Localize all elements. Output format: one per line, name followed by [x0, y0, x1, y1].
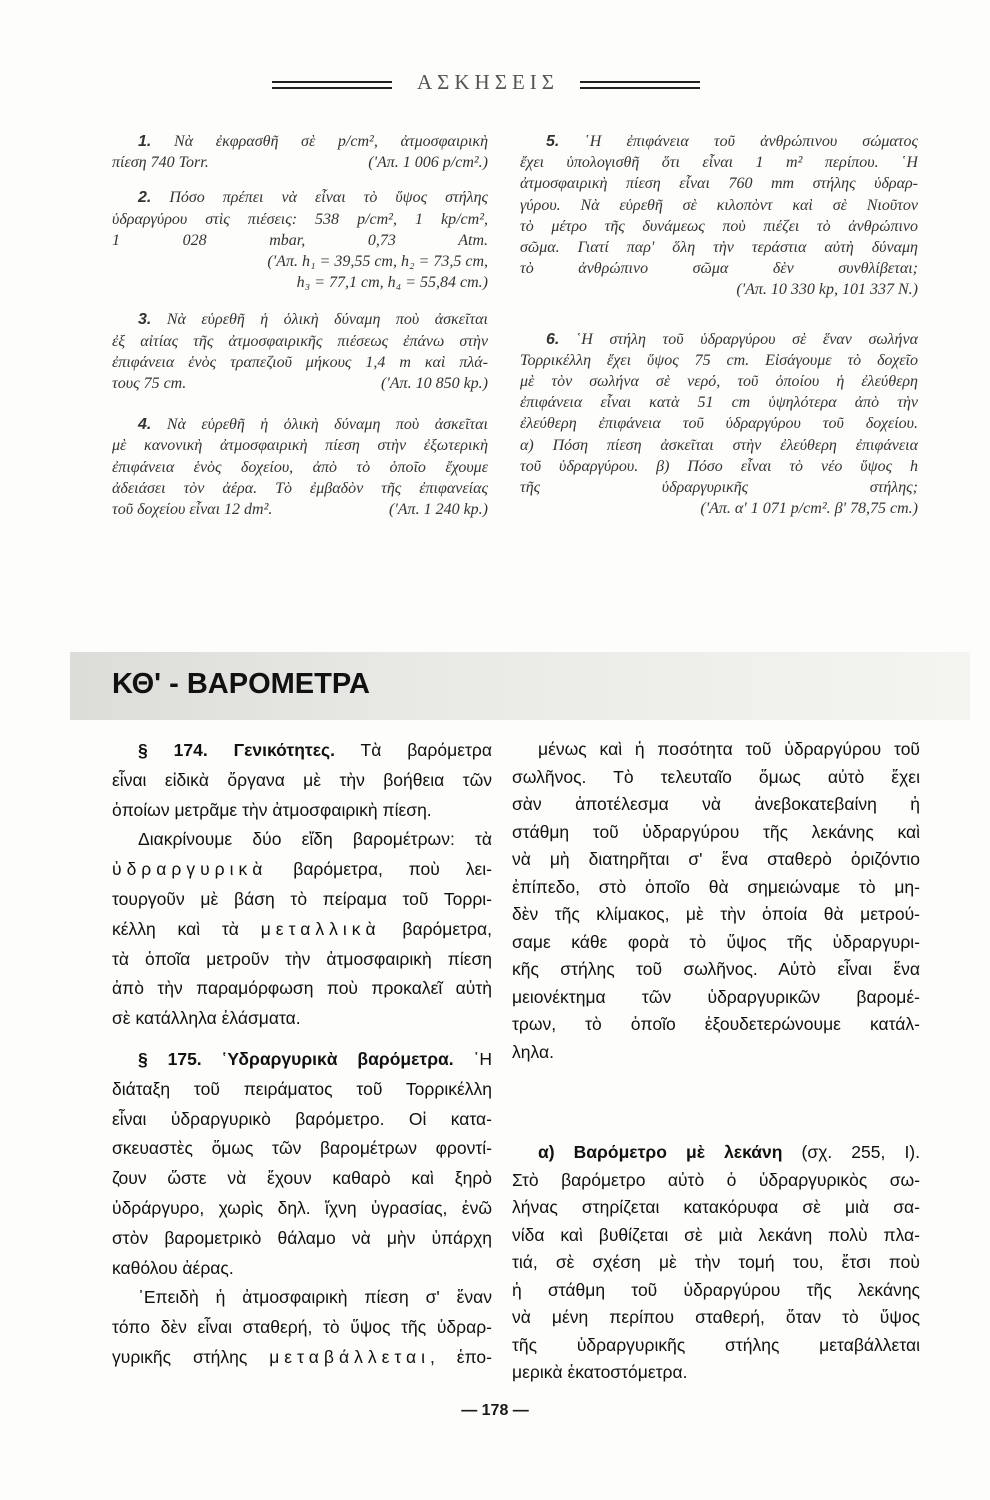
- bold-label: α) Βαρόμετρο μὲ λεκάνη: [538, 1142, 783, 1162]
- paragraph: [112, 1045, 492, 1283]
- text-run: Τὰ βαρόμετρα: [334, 740, 492, 760]
- text-run: σὲ κατάλληλα ἐλάσματα.: [112, 1008, 301, 1029]
- text-line: [520, 195, 918, 216]
- text-line: [520, 279, 918, 300]
- paragraph: [520, 329, 918, 520]
- text-run: Διακρίνουμε δύο εἴδη βαρομέτρων: τὰ: [138, 829, 492, 850]
- text-line: [112, 1224, 492, 1254]
- text-line: [520, 435, 918, 456]
- text-line: [512, 1304, 920, 1332]
- text-line: [520, 413, 918, 434]
- text-run: σῶμα. Γιατί παρ' ὅλη τὴν τεράστια αὐτὴ δύναμη: [520, 239, 918, 257]
- text-line: [112, 131, 488, 152]
- text-run: 1 028 mbar, 0,73 Atm.: [112, 231, 488, 249]
- text-line: [112, 1045, 492, 1075]
- text-line: [520, 258, 918, 279]
- text-line: [112, 1254, 492, 1284]
- text-line: [112, 478, 488, 499]
- text-line: [512, 1194, 920, 1222]
- text-run: γυρικῆς στήλης: [112, 1346, 270, 1367]
- text-run: ἡ στάθμη τοῦ ὑδραργύρου τῆς λεκάνης: [512, 1279, 920, 1300]
- text-line: [112, 499, 488, 520]
- text-line: [112, 825, 492, 855]
- text-line: [112, 251, 488, 272]
- text-line: [520, 216, 918, 237]
- text-run: ῾Η: [453, 1048, 492, 1069]
- text-run: τρων, τὸ ὁποῖο ἐξουδετερώνουμε κατάλ-: [512, 1014, 920, 1034]
- text-line: [112, 1194, 492, 1224]
- text-line: [520, 173, 918, 194]
- text-run: (σχ. 255, Ι).: [782, 1142, 920, 1162]
- text-line: [520, 498, 918, 519]
- text-run: βαρόμετρα, ποὺ λει-: [267, 859, 492, 880]
- paragraph: [112, 1283, 492, 1372]
- text-line: [112, 796, 492, 826]
- text-line: [112, 414, 488, 435]
- text-line: [112, 272, 488, 293]
- text-line: [112, 373, 488, 394]
- text-line: [112, 1343, 492, 1373]
- line-text: πίεση 740 Torr.: [112, 154, 209, 172]
- text-line: [512, 1011, 920, 1039]
- text-run: κῆς στήλης τοῦ σωλῆνος. Αὐτὸ εἶναι ἕνα: [512, 959, 920, 979]
- text-run: ληλα.: [512, 1041, 554, 1062]
- text-run: ῾Η στήλη τοῦ ὑδραργύρου σὲ ἕναν σωλήνα: [559, 330, 918, 348]
- text-line: [512, 736, 920, 764]
- paragraph: [512, 1139, 920, 1387]
- text-line: [512, 1249, 920, 1277]
- bold-label: § 175. ῾Υδραργυρικὰ βαρόμετρα.: [138, 1048, 454, 1069]
- paragraph: [112, 131, 488, 173]
- text-run: Νὰ εὑρεθῆ ἡ ὁλικὴ δύναμη ποὺ ἀσκεῖται: [151, 416, 488, 434]
- text-run: τοῦ ὑδραργύρου. β) Πόσο εἶναι τὸ νέο ὕψος h: [520, 457, 918, 475]
- text-run: τὸ μέτρο τῆς δυνάμεως ποὺ πιέζει τὸ ἀνθρώπινο: [520, 217, 918, 235]
- line-text: τοῦ δοχείου εἶναι 12 dm².: [112, 501, 273, 519]
- text-line: [520, 350, 918, 371]
- text-line: [112, 945, 492, 975]
- bold-label: § 174. Γενικότητες.: [138, 740, 335, 760]
- text-run: καθόλου ἀέρας.: [112, 1257, 234, 1278]
- text-line: [512, 846, 920, 874]
- bold-label: 3.: [138, 311, 152, 329]
- text-line: [112, 230, 488, 251]
- text-run: διάταξη τοῦ πειράματος τοῦ Τορρικέλλη: [112, 1078, 492, 1099]
- text-run: μειονέκτημα τῶν ὑδραργυρικῶν βαρομέ-: [512, 986, 920, 1007]
- text-line: [112, 1313, 492, 1343]
- page-number: — 178 —: [461, 1402, 529, 1419]
- text-run: ἐλεύθερη ἐπιφάνεια τοῦ ὑδραργύρου τοῦ δοχείου.: [520, 415, 918, 433]
- text-run: σαμε κάθε φορὰ τὸ ὕψος τῆς ὑδραργυρι-: [512, 931, 920, 952]
- text-line: [512, 984, 920, 1012]
- text-line: [520, 152, 918, 173]
- bold-label: 6.: [546, 330, 560, 348]
- answer: ('Απ. 1 240 kp.): [389, 501, 488, 519]
- text-run: α) Πόση πίεση ἀσκεῖται στὴν ἐλεύθερη ἐπιφάνεια: [520, 436, 918, 454]
- text-run: εἶναι ὑδραργυρικὸ βαρόμετρο. Οἱ κατα-: [112, 1108, 492, 1129]
- text-line: [112, 736, 492, 766]
- text-run: σκευαστὲς ὅμως τῶν βαρομέτρων φροντί-: [112, 1138, 492, 1159]
- text-run: στὸν βαρομετρικὸ θάλαμο νὰ μὴν ὑπάρχη: [112, 1227, 492, 1248]
- text-run: ἐξ αἰτίας τῆς ἀτμοσφαιρικῆς πιέσεως ἐπάνω στὴν: [112, 332, 488, 350]
- text-line: [512, 819, 920, 847]
- text-line: [112, 187, 488, 208]
- line-text: τους 75 cm.: [112, 375, 187, 393]
- answer: ('Απ. 10 850 kp.): [381, 375, 488, 393]
- text-run: εἶναι εἰδικὰ ὄργανα μὲ τὴν βοήθεια τῶν: [112, 769, 492, 790]
- answer: ('Απ. h₁ = 39,55 cm, h₂ = 73,5 cm,: [267, 253, 488, 271]
- text-line: [512, 1277, 920, 1305]
- text-line: [520, 329, 918, 350]
- text-line: [520, 371, 918, 392]
- bold-label: 2.: [138, 189, 152, 207]
- text-run: τῆς ὑδραργυρικῆς στήλης μεταβάλλεται: [512, 1334, 920, 1355]
- text-run: γύρου. Νὰ εὑρεθῆ σὲ κιλοπὸντ καὶ σὲ Νιοῦτον: [520, 196, 918, 214]
- text-run: Νὰ ἐκφρασθῆ σὲ p/cm², ἀτμοσφαιρικὴ: [151, 133, 488, 150]
- text-line: [112, 1134, 492, 1164]
- text-line: [512, 1167, 920, 1195]
- text-run: ἔχει ὑπολογισθῆ ὅτι εἶναι 1 m² περίπου. ῾Η: [520, 154, 918, 172]
- text-line: [512, 764, 920, 792]
- text-run: ἐπιφάνεια ἑνὸς τραπεζιοῦ μήκους 1,4 m καὶ πλά-: [112, 353, 488, 371]
- text-line: [112, 152, 488, 173]
- text-run: μὲ τὸν σωλήνα σὲ νερό, τοῦ ὁποίου ἡ ἐλεύθερη: [520, 373, 918, 391]
- paragraph: [112, 309, 488, 394]
- text-line: [520, 237, 918, 258]
- spaced-term: μεταβάλλεται: [269, 1346, 431, 1367]
- text-line: [112, 457, 488, 478]
- answer: ('Απ. 1 006 p/cm².): [368, 154, 488, 172]
- header-rule-right: [580, 81, 700, 89]
- text-line: [512, 1359, 920, 1387]
- text-line: [512, 956, 920, 984]
- text-line: [112, 885, 492, 915]
- text-run: , ἑπο-: [430, 1346, 492, 1367]
- text-line: [520, 131, 918, 152]
- text-run: δὲν τῆς κλίμακος, μὲ τὴν ὁποία θὰ μετρού-: [512, 904, 920, 924]
- text-line: [112, 209, 488, 230]
- text-line: [112, 1004, 492, 1034]
- text-run: νὰ μένη περίπου σταθερή, ὅταν τὸ ὕψος: [512, 1307, 920, 1327]
- text-run: νὰ μὴ διατηρῆται σ' ἕνα σταθερὸ ὁριζόντιο: [512, 849, 920, 869]
- text-run: ἀπὸ τὴν παραμόρφωση ποὺ προκαλεῖ αὐτὴ: [112, 978, 492, 999]
- paragraph: [112, 414, 488, 520]
- text-run: ἐπιφάνεια ἑνὸς δοχείου, ἀπὸ τὸ ὁποῖο ἔχουμε: [112, 458, 488, 476]
- paragraph: [112, 736, 492, 825]
- text-run: Πόσο πρέπει νὰ εἶναι τὸ ὕψος στήλης: [151, 189, 488, 207]
- text-run: ὑδράργυρο, χωρὶς δηλ. ἴχνη ὑγρασίας, ἐνῶ: [112, 1197, 492, 1218]
- answer: ('Απ. α' 1 071 p/cm². β' 78,75 cm.): [700, 500, 918, 518]
- bold-label: 1.: [138, 133, 152, 150]
- body-right-column: [512, 736, 920, 1387]
- header-rule-left: [272, 81, 392, 89]
- text-line: [112, 855, 492, 885]
- text-run: ᾿Επειδὴ ἡ ἀτμοσφαιρικὴ πίεση σ' ἕναν: [138, 1287, 492, 1308]
- text-run: Στὸ βαρόμετρο αὐτὸ ὁ ὑδραργυρικὸς σω-: [512, 1169, 920, 1190]
- text-run: κέλλη καὶ τὰ: [112, 918, 261, 939]
- text-line: [512, 1039, 920, 1067]
- text-run: τόπο δὲν εἶναι σταθερή, τὸ ὕψος τῆς ὑδραρ-: [112, 1317, 492, 1338]
- text-run: ἐπιφάνεια εἶναι κατὰ 51 cm ὑψηλότερα ἀπὸ τὴν: [520, 394, 918, 412]
- body-left-column: [112, 736, 492, 1373]
- text-line: [512, 1139, 920, 1167]
- text-line: [512, 1332, 920, 1360]
- text-line: [112, 309, 488, 330]
- text-run: μένως καὶ ἡ ποσότητα τοῦ ὑδραργύρου τοῦ: [538, 739, 920, 759]
- paragraph: [112, 187, 488, 293]
- text-line: [112, 766, 492, 796]
- text-run: τὰ ὁποῖα μετροῦν τὴν ἀτμοσφαιρικὴ πίεση: [112, 948, 492, 969]
- header-title: ΑΣΚΗΣΕΙΣ: [417, 70, 559, 94]
- text-line: [112, 435, 488, 456]
- text-line: [112, 974, 492, 1004]
- text-line: [520, 477, 918, 498]
- exercises-right-column: [520, 131, 918, 519]
- text-run: τὸ ἀνθρώπινο σῶμα δὲν συνθλίβεται;: [520, 260, 918, 278]
- text-line: [520, 392, 918, 413]
- text-line: [112, 331, 488, 352]
- text-line: [112, 1075, 492, 1105]
- text-line: [112, 1105, 492, 1135]
- text-line: [512, 874, 920, 902]
- text-run: στάθμη τοῦ ὑδραργύρου τῆς λεκάνης καὶ: [512, 821, 920, 842]
- text-run: Τορρικέλλη ἔχει ὕψος 75 cm. Εἰσάγουμε τὸ δοχεῖο: [520, 351, 918, 369]
- text-run: τιά, σὲ σχέση μὲ τὴν τομή του, ἔτσι ποὺ: [512, 1252, 920, 1272]
- bold-label: 4.: [138, 416, 152, 434]
- text-run: ὁποίων μετρᾶμε τὴν ἀτμοσφαιρικὴ πίεση.: [112, 799, 432, 820]
- text-line: [512, 791, 920, 819]
- text-run: ὑδραργύρου στὶς πιέσεις: 538 p/cm², 1 kp/cm²,: [112, 210, 488, 228]
- text-run: Νὰ εὑρεθῆ ἡ ὁλικὴ δύναμη ποὺ ἀσκεῖται: [151, 311, 488, 329]
- spaced-term: μεταλλικὰ: [260, 918, 381, 939]
- exercises-left-column: [112, 131, 488, 520]
- text-run: σὰν ἀποτέλεσμα νὰ ἀνεβοκατεβαίνη ἡ: [512, 794, 920, 814]
- text-run: λήνας στηρίζεται κατακόρυφα σὲ μιὰ σα-: [512, 1197, 920, 1217]
- text-run: τουργοῦν μὲ βάση τὸ πείραμα τοῦ Τορρι-: [112, 888, 492, 909]
- text-run: τῆς ὑδραργυρικῆς στήλης;: [520, 479, 918, 497]
- text-line: [512, 929, 920, 957]
- text-line: [112, 915, 492, 945]
- text-run: ζουν ὥστε νὰ ἔχουν καθαρὸ καὶ ξηρὸ: [112, 1168, 492, 1189]
- text-line: [112, 1164, 492, 1194]
- paragraph: [520, 131, 918, 301]
- text-run: ῾Η ἐπιφάνεια τοῦ ἀνθρώπινου σώματος: [559, 133, 918, 150]
- text-run: ἐπίπεδο, στὸ ὁποῖο θὰ σημειώναμε τὸ μη-: [512, 876, 920, 897]
- text-line: [112, 352, 488, 373]
- text-line: [112, 1283, 492, 1313]
- text-run: μὲ κανονικὴ ἀτμοσφαιρικὴ πίεση στὴν ἐξωτερικὴ: [112, 437, 488, 455]
- text-run: ἀδειάσει τὸν ἀέρα. Τὸ ἐμβαδὸν τῆς ἐπιφανείας: [112, 479, 488, 497]
- text-run: σωλῆνος. Τὸ τελευταῖο ὅμως αὐτὸ ἔχει: [512, 766, 920, 787]
- text-line: [520, 456, 918, 477]
- text-run: βαρόμετρα,: [380, 918, 492, 939]
- text-line: [512, 901, 920, 929]
- text-run: ἀτμοσφαιρικὴ πίεση εἶναι 760 mm στήλης ὑδραρ-: [520, 175, 918, 193]
- paragraph: [112, 825, 492, 1034]
- text-run: νίδα καὶ βυθίζεται σὲ μιὰ λεκάνη πολὺ πλα-: [512, 1224, 920, 1245]
- text-run: μερικὰ ἑκατοστόμετρα.: [512, 1362, 688, 1382]
- paragraph: [512, 736, 920, 1066]
- answer: ('Απ. 10 330 kp, 101 337 N.): [736, 281, 918, 299]
- section-title: ΚΘ' - ΒΑΡΟΜΕΤΡΑ: [112, 668, 370, 700]
- text-line: [512, 1222, 920, 1250]
- bold-label: 5.: [546, 133, 560, 150]
- running-header: [0, 70, 990, 100]
- spaced-term: ὑδραργυρικὰ: [112, 859, 268, 880]
- answer: h₃ = 77,1 cm, h₄ = 55,84 cm.): [296, 274, 488, 292]
